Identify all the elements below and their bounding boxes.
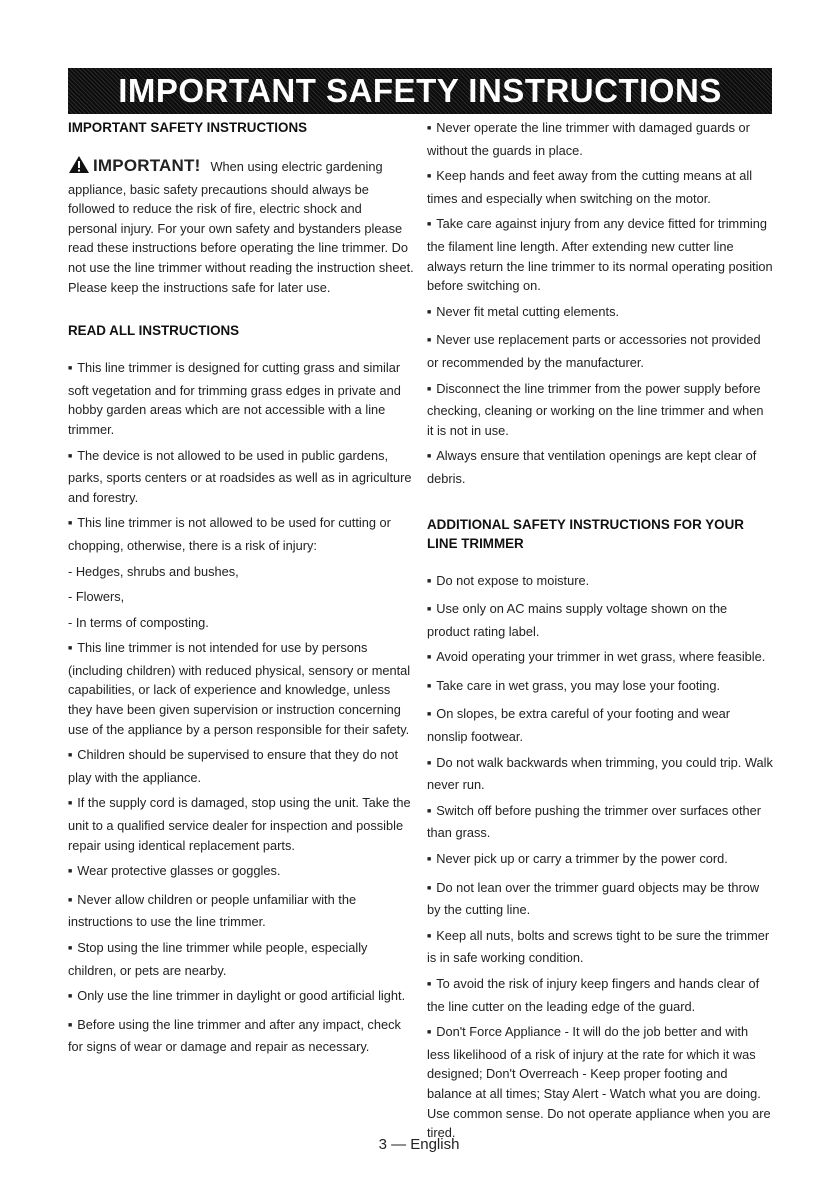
additional-heading: ADDITIONAL SAFETY INSTRUCTIONS FOR YOUR LINE TRIMMER bbox=[427, 516, 744, 551]
list-item: ■ This line trimmer is not intended for use by persons (including children) with reduced physical, sensory or mental capabilities, or lack of experience and knowledge, unless they have been given supervision or instruction concerning use of the appliance by a person responsible for their safety. bbox=[68, 638, 414, 739]
list-item: - Hedges, shrubs and bushes, bbox=[68, 563, 239, 579]
list-item: ■ Always ensure that ventilation openings are kept clear of debris. bbox=[427, 446, 773, 488]
list-item: ■ Children should be supervised to ensure that they do not play with the appliance. bbox=[68, 745, 414, 787]
list-item: ■ Keep hands and feet away from the cutting means at all times and especially when switching on the motor. bbox=[427, 166, 773, 208]
list-item: ■ Never operate the line trimmer with damaged guards or without the guards in place. bbox=[427, 118, 773, 160]
list-item: ■ Never pick up or carry a trimmer by the power cord. bbox=[427, 849, 773, 872]
list-item: ■ To avoid the risk of injury keep fingers and hands clear of the line cutter on the leading edge of the guard. bbox=[427, 974, 773, 1016]
list-item: ■ This line trimmer is not allowed to be used for cutting or chopping, otherwise, there is a risk of injury: bbox=[68, 513, 414, 555]
list-item: - In terms of composting. bbox=[68, 614, 209, 630]
list-item: ■ Take care against injury from any device fitted for trimming the filament line length. After extending new cutter line always return the line trimmer to its normal operating position before switching on. bbox=[427, 214, 773, 295]
section-banner bbox=[68, 68, 772, 114]
list-item: ■ Never use replacement parts or accessories not provided or recommended by the manufacturer. bbox=[427, 330, 773, 372]
list-item: ■ Wear protective glasses or goggles. bbox=[68, 861, 414, 884]
list-item: ■ Never fit metal cutting elements. bbox=[427, 302, 773, 325]
list-item: ■ This line trimmer is designed for cutting grass and similar soft vegetation and for trimming grass edges in private and hobby garden areas which are not accessible with a line trimmer. bbox=[68, 358, 414, 439]
list-item: ■ Use only on AC mains supply voltage shown on the product rating label. bbox=[427, 599, 773, 641]
list-item: ■ If the supply cord is damaged, stop using the unit. Take the unit to a qualified service dealer for inspection and possible repair using identical replacement parts. bbox=[68, 793, 414, 855]
list-item: ■ Avoid operating your trimmer in wet grass, where feasible. bbox=[427, 647, 773, 670]
list-item: ■ Only use the line trimmer in daylight or good artificial light. bbox=[68, 986, 414, 1009]
list-item: ■ Before using the line trimmer and after any impact, check for signs of wear or damage and repair as necessary. bbox=[68, 1015, 414, 1057]
list-item: ■ Keep all nuts, bolts and screws tight to be sure the trimmer is in safe working condition. bbox=[427, 926, 773, 968]
important-text: When using electric gardening appliance, basic safety precautions should always be followed to reduce the risk of fire, electric shock and personal injury. For your own safety and bystanders please read these instructions before operating the line trimmer. Do not use the line trimmer without reading the instruction sheet. Please keep the instructions safe for later use. bbox=[68, 159, 414, 295]
list-item: ■ Never allow children or people unfamiliar with the instructions to use the line trimmer. bbox=[68, 890, 414, 932]
left-column bbox=[68, 118, 414, 1063]
read-all-heading: READ ALL INSTRUCTIONS bbox=[68, 323, 240, 339]
list-item: ■ Do not walk backwards when trimming, you could trip. Walk never run. bbox=[427, 753, 773, 795]
list-item: ■ On slopes, be extra careful of your footing and wear nonslip footwear. bbox=[427, 704, 773, 746]
list-item: ■ Do not lean over the trimmer guard objects may be throw by the cutting line. bbox=[427, 878, 773, 920]
warning-icon bbox=[68, 155, 90, 180]
important-paragraph bbox=[68, 155, 414, 297]
list-item: ■ Stop using the line trimmer while people, especially children, or pets are nearby. bbox=[68, 938, 414, 980]
list-item: ■ Do not expose to moisture. bbox=[427, 571, 773, 594]
page-footer: 3 — English bbox=[378, 1136, 460, 1153]
list-item: ■ Don't Force Appliance - It will do the job better and with less likelihood of a risk of injury at the rate for which it was designed; Don't Overreach - Keep proper footing and balance at all times; Stay Alert - Watch what you are doing. Use common sense. Do not operate appliance when you are tired. bbox=[427, 1022, 773, 1143]
right-column bbox=[427, 118, 773, 1149]
list-item: ■ The device is not allowed to be used in public gardens, parks, sports centers or at roadsides as well as in agriculture and forestry. bbox=[68, 446, 414, 508]
banner-title: IMPORTANT SAFETY INSTRUCTIONS bbox=[118, 72, 722, 109]
list-item: ■ Switch off before pushing the trimmer over surfaces other than grass. bbox=[427, 801, 773, 843]
list-item: ■ Disconnect the line trimmer from the power supply before checking, cleaning or working on the line trimmer and when it is not in use. bbox=[427, 379, 773, 441]
list-item: - Flowers, bbox=[68, 589, 125, 605]
important-label: IMPORTANT! bbox=[93, 156, 201, 175]
list-item: ■ Take care in wet grass, you may lose your footing. bbox=[427, 676, 773, 699]
safety-heading: IMPORTANT SAFETY INSTRUCTIONS bbox=[68, 120, 308, 135]
